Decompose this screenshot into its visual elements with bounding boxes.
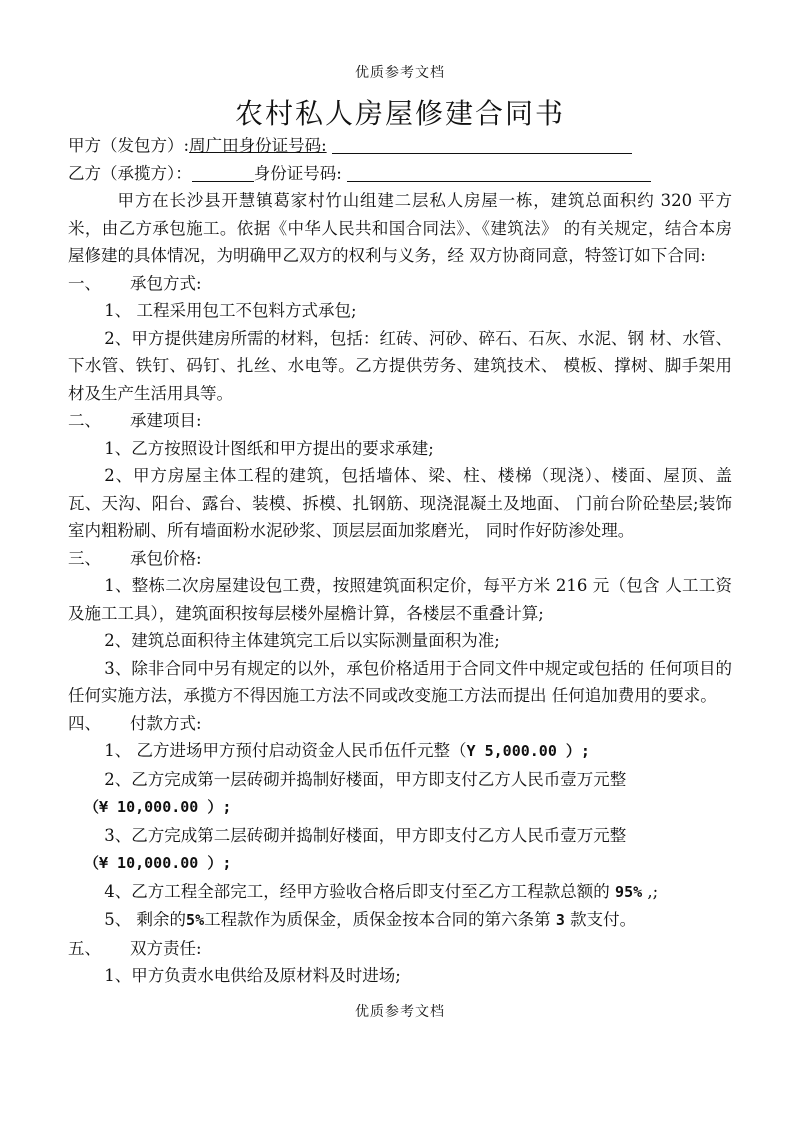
section-1-item-1: 1、 工程采用包工不包料方式承包;: [104, 301, 357, 320]
section-3-item-1: 1、整栋二次房屋建设包工费，按照建筑面积定价，每平方米 216 元（包含 人工工资及施工工具），建筑面积按每层楼外屋檐计算，各楼层不重叠计算;: [68, 576, 732, 623]
contract-body: [68, 132, 732, 990]
party-a-name: 周广田: [189, 136, 239, 155]
party-b-id-label: 身份证号码:: [253, 163, 342, 183]
party-a-id-label: 身份证号码:: [238, 136, 327, 155]
section-1-heading: 一、 承包方式:: [68, 273, 202, 293]
section-5-item-1: 1、甲方负责水电供给及原材料及时进场;: [104, 966, 401, 985]
section-4-item-1: 1、 乙方进场甲方预付启动资金人民币伍仟元整（Y 5,000.00 ）;: [104, 741, 590, 760]
section-2-item-2: 2、甲方房屋主体工程的建筑，包括墙体、梁、柱、楼梯（现浇）、楼面、屋顶、盖瓦、天沟、阳台、露台、装模、拆模、扎钢筋、现浇混凝土及地面、 门前台阶砼垫层;装饰室内粗粉刷、所有墙面粉水泥砂浆、顶层层面加浆磨光， 同时作好防渗处理。: [68, 466, 732, 540]
intro-paragraph: 甲方在长沙县开慧镇葛家村竹山组建二层私人房屋一栋，建筑总面积约 320 平方米，由乙方承包施工。依据《中华人民共和国合同法》、《建筑法》 的有关规定，结合本房屋修建的具体情况，为明确甲乙双方的权利与义务，经 双方协商同意，特签订如下合同:: [68, 191, 732, 265]
party-b-name-blank: [192, 163, 254, 182]
party-b-label: 乙方（承揽方）：: [68, 163, 192, 183]
section-3-item-2: 2、建筑总面积待主体建筑完工后以实际测量面积为准;: [104, 631, 500, 650]
section-4-item-5: 5、 剩余的5%工程款作为质保金，质保金按本合同的第六条第 3 款支付。: [104, 910, 637, 929]
section-4-item-2: 2、乙方完成第一层砖砌并捣制好楼面，甲方即支付乙方人民币壹万元整: [104, 769, 627, 789]
header-watermark: 优质参考文档: [355, 65, 445, 81]
party-a-line: [68, 132, 732, 160]
retention-percent: 5%: [186, 911, 205, 929]
section-2-item-1: 1、乙方按照设计图纸和甲方提出的要求承建;: [104, 438, 434, 458]
section-4-item-4: 4、乙方工程全部完工，经甲方验收合格后即支付至乙方工程款总额的 95% ,;: [104, 881, 659, 901]
document-title: 农村私人房屋修建合同书: [234, 97, 565, 130]
section-4-heading: 四、 付款方式:: [68, 713, 202, 733]
footer-watermark: 优质参考文档: [355, 1004, 445, 1020]
section-3-heading: 三、 承包价格:: [68, 548, 202, 568]
section-4-item-3: 3、乙方完成第二层砖砌并捣制好楼面，甲方即支付乙方人民币壹万元整: [104, 825, 627, 845]
party-a-id-blank: [332, 135, 632, 154]
payment-percent: 95%: [615, 882, 643, 901]
party-b-line: [68, 160, 732, 188]
section-2-heading: 二、 承建项目:: [68, 411, 202, 430]
section-5-heading: 五、 双方责任:: [68, 938, 202, 958]
section-3-item-3: 3、除非合同中另有规定的以外，承包价格适用于合同文件中规定或包括的 任何项目的任何实施方法，承揽方不得因施工方法不同或改变施工方法而提出 任何追加费用的要求。: [68, 658, 732, 705]
section-1-item-2: 2、甲方提供建房所需的材料，包括：红砖、河砂、碎石、石灰、水泥、钢 材、水管、下水管、铁钉、码钉、扎丝、水电等。乙方提供劳务、建筑技术、 模板、撑树、脚手架用材及生产生活用具等。: [68, 328, 732, 403]
section-4-item-3-amount: （¥ 10,000.00 ）;: [84, 854, 232, 872]
party-b-id-blank: [347, 163, 651, 182]
party-a-label: 甲方（发包方）:: [68, 136, 190, 155]
payment-amount-1: Y 5,000.00 ）;: [466, 742, 590, 760]
section-4-item-2-amount: （¥ 10,000.00 ）;: [84, 798, 232, 816]
